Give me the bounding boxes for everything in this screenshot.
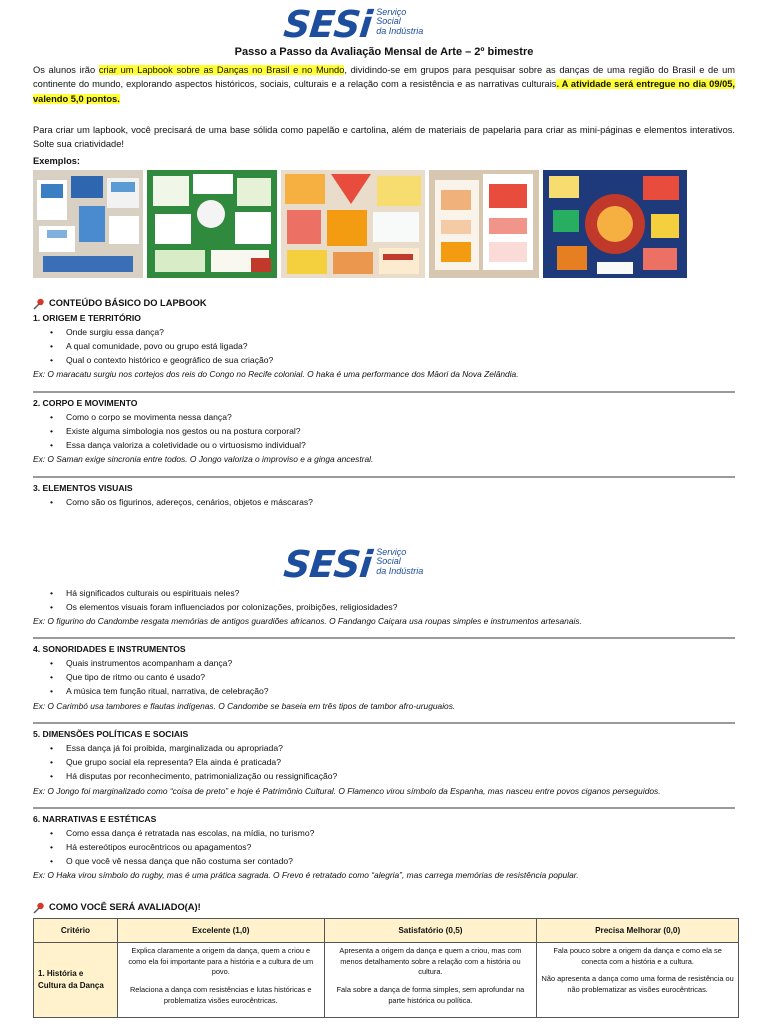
question-item: • Onde surgiu essa dança? (50, 325, 273, 339)
section-1-questions (50, 325, 273, 367)
section-3-example: Ex: O figurino do Candombe resgata memórias de antigos guardiões africanos. O Fandango Caiçara usa roupas simples e instrumentos artesanais. (33, 616, 582, 626)
section-5-example: Ex: O Jongo foi marginalizado como “coisa de preto” e hoje é Patrimônio Cultural. O Flamenco virou símbolo da Espanha, mas nasceu entre povos ciganos perseguidos. (33, 786, 661, 796)
section-1-example: Ex: O maracatu surgiu nos cortejos dos reis do Congo no Recife colonial. O haka é uma performance dos Māori da Nova Zelândia. (33, 369, 519, 379)
rubric-header-row (34, 919, 739, 943)
question-item: • A qual comunidade, povo ou grupo está ligada? (50, 339, 273, 353)
evaluation-heading: COMO VOCÊ SERÁ AVALIADO(A)! (33, 901, 201, 914)
sesi-logo-top (281, 3, 424, 46)
section-1-title: 1. ORIGEM E TERRITÓRIO (33, 313, 141, 323)
materials-paragraph: Para criar um lapbook, você precisará de uma base sólida como papelão e cartolina, além de materiais de papelaria para criar as mini-páginas e elementos interativos. Solte sua criatividade! (33, 125, 735, 150)
section-2-title: 2. CORPO E MOVIMENTO (33, 398, 138, 408)
logo-wordmark: SESi (281, 3, 374, 46)
divider (33, 476, 735, 478)
section-5-questions (50, 741, 337, 783)
logo-subtitle: Serviço Social da Indústria (376, 7, 424, 36)
rubric-header: Precisa Melhorar (0,0) (537, 919, 739, 943)
rubric-header: Satisfatório (0,5) (324, 919, 537, 943)
example-photo-5 (543, 170, 687, 278)
question-item: • Existe alguma simbologia nos gestos ou na postura corporal? (50, 424, 306, 438)
example-photo-1 (33, 170, 143, 278)
example-photos (33, 170, 687, 278)
section-2-questions (50, 410, 306, 452)
section-3-questions (50, 495, 313, 509)
section-4-questions (50, 656, 269, 698)
divider (33, 637, 735, 639)
rubric-cell-satisfactory: Apresenta a origem da dança e quem a criou, mas com menos detalhamento sobre a relação com a história ou cultura. Fala sobre a dança de forma simples, sem aprofundar na parte histórica ou política. (324, 943, 537, 1018)
question-item: • Como o corpo se movimenta nessa dança? (50, 410, 306, 424)
divider (33, 722, 735, 724)
question-item: • Que tipo de ritmo ou canto é usado? (50, 670, 269, 684)
example-photo-3 (281, 170, 425, 278)
rubric-cell-improve: Fala pouco sobre a origem da dança e como ela se conecta com a história e a cultura. Não apresenta a dança como uma forma de resistência ou não problematizar as visões eurocêntricas. (537, 943, 739, 1018)
rubric-cell-excellent: Explica claramente a origem da dança, quem a criou e como ela foi importante para a história e a cultura de um povo. Relaciona a dança com resistências e lutas históricas e problematiza visões eurocêntricas. (117, 943, 324, 1018)
example-photo-2 (147, 170, 277, 278)
section-5-title: 5. DIMENSÕES POLÍTICAS E SOCIAIS (33, 729, 189, 739)
question-item: • Há estereótipos eurocêntricos ou apagamentos? (50, 840, 314, 854)
question-item: • A música tem função ritual, narrativa, de celebração? (50, 684, 269, 698)
divider (33, 391, 735, 393)
question-item: • Como são os figurinos, adereços, cenários, objetos e máscaras? (50, 495, 313, 509)
section-4-title: 4. SONORIDADES E INSTRUMENTOS (33, 644, 186, 654)
logo-subtitle: Serviço Social da Indústria (376, 547, 424, 576)
intro-paragraph: Os alunos irão criar um Lapbook sobre as Danças no Brasil e no Mundo, dividindo-se em grupos para pesquisar sobre as danças de uma região do Brasil e de um continente do mundo, explorando aspectos históricos, sociais, culturais e a relação com a resistência e as narrativas culturais. A atividade será entregue no dia 09/05, valendo 5,0 pontos. (33, 65, 735, 104)
sesi-logo-page2 (281, 543, 424, 586)
pushpin-icon (33, 298, 45, 310)
question-item: • O que você vê nessa dança que não costuma ser contado? (50, 854, 314, 868)
rubric-table (33, 918, 739, 1018)
pushpin-icon (33, 902, 45, 914)
question-item: • Há disputas por reconhecimento, patrimonialização ou ressignificação? (50, 769, 337, 783)
section-4-example: Ex: O Carimbó usa tambores e flautas indígenas. O Candombe se baseia em três tipos de tambor afro-uruguaios. (33, 701, 456, 711)
rubric-header: Excelente (1,0) (117, 919, 324, 943)
section-6-questions (50, 826, 314, 868)
section-3-questions-cont (50, 586, 398, 614)
table-row (34, 943, 739, 1018)
question-item: • Essa dança valoriza a coletividade ou o virtuosismo individual? (50, 438, 306, 452)
section-3-title: 3. ELEMENTOS VISUAIS (33, 483, 133, 493)
divider (33, 807, 735, 809)
example-photo-4 (429, 170, 539, 278)
logo-wordmark: SESi (281, 543, 374, 586)
question-item: • Há significados culturais ou espirituais neles? (50, 586, 398, 600)
section-6-title: 6. NARRATIVAS E ESTÉTICAS (33, 814, 157, 824)
question-item: • Essa dança já foi proibida, marginalizada ou apropriada? (50, 741, 337, 755)
page-title: Passo a Passo da Avaliação Mensal de Arte – 2º bimestre (234, 46, 534, 58)
question-item: • Os elementos visuais foram influenciados por colonizações, proibições, religiosidades? (50, 600, 398, 614)
question-item: • Quais instrumentos acompanham a dança? (50, 656, 269, 670)
question-item: • Que grupo social ela representa? Ela ainda é praticada? (50, 755, 337, 769)
rubric-header: Critério (34, 919, 118, 943)
section-2-example: Ex: O Saman exige sincronia entre todos. O Jongo valoriza o improviso e a ginga ancestral. (33, 454, 374, 464)
examples-label: Exemplos: (33, 156, 81, 166)
rubric-criterion: 1. História e Cultura da Dança (34, 943, 118, 1018)
question-item: • Qual o contexto histórico e geográfico de sua criação? (50, 353, 273, 367)
section-6-example: Ex: O Haka virou símbolo do rugby, mas é uma prática sagrada. O Frevo é retratado como “alegria”, mas carrega memórias de resistência popular. (33, 870, 579, 880)
question-item: • Como essa dança é retratada nas escolas, na mídia, no turismo? (50, 826, 314, 840)
content-heading: CONTEÚDO BÁSICO DO LAPBOOK (33, 297, 207, 310)
